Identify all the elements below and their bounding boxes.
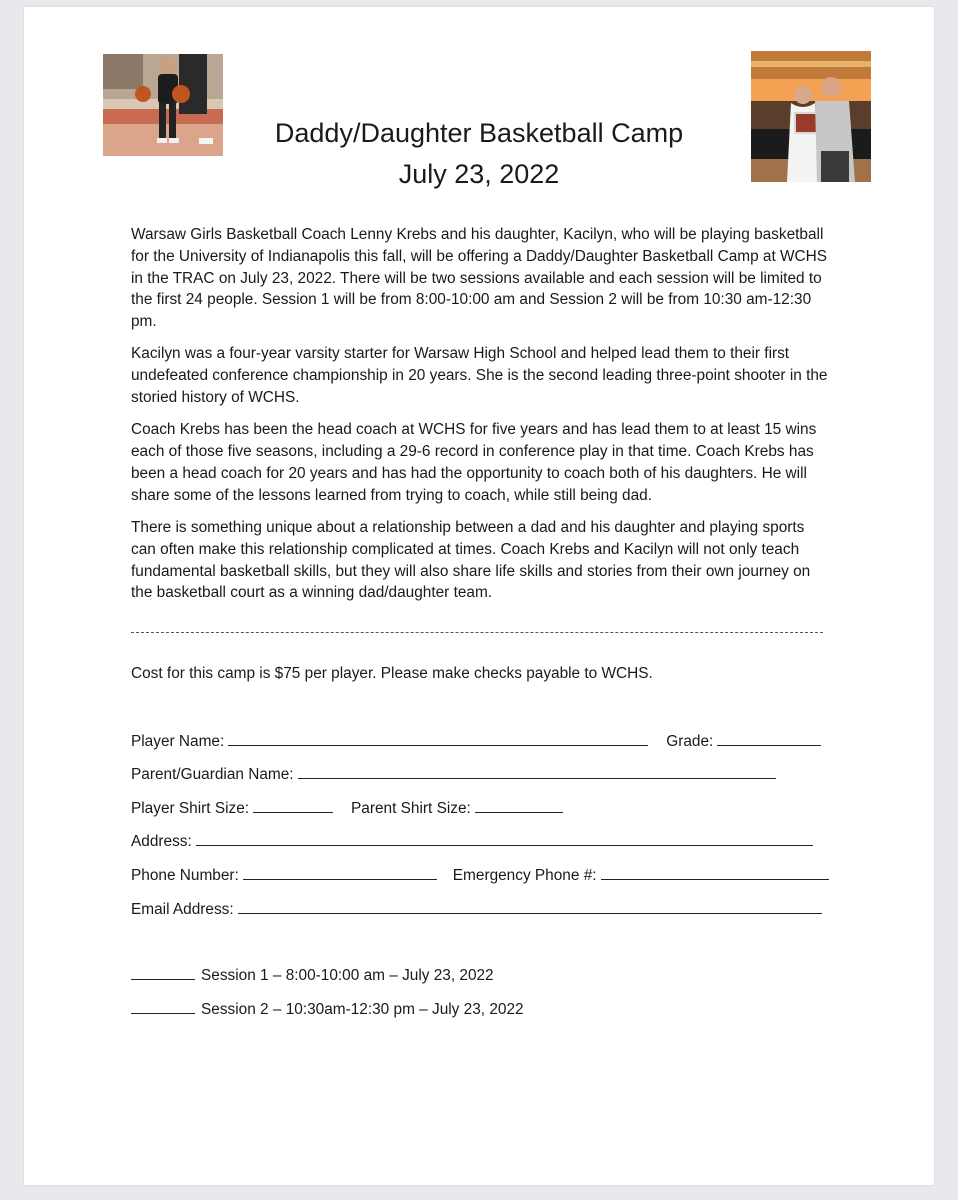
grade-label: Grade: [666,733,714,750]
parent-name-label: Parent/Guardian Name: [131,766,294,783]
player-shirt-field[interactable] [253,798,333,813]
paragraph-coach: Coach Krebs has been the head coach at WCHS for five years and has lead them to at least 15 wins each of those five seasons, including a 29-6 record in conference play in that time. Coach Krebs has been a head coach for 20 years and has had the opportunity to coach both of his daughters. He will share some of the lessons learned from trying to coach, while still being dad. [131,421,817,504]
cost-note: Cost for this camp is $75 per player. Please make checks payable to WCHS. [131,665,653,682]
address-row [131,831,813,852]
shirt-size-row [131,798,563,819]
phone-label: Phone Number: [131,867,239,884]
session-1-label: Session 1 – 8:00-10:00 am – July 23, 2022 [201,967,494,984]
paragraph-kacilyn: Kacilyn was a four-year varsity starter for Warsaw High School and helped lead them to their first undefeated conference championship in 20 years. She is the second leading three-point shooter in the storied history of WCHS. [131,345,828,407]
parent-shirt-label: Parent Shirt Size: [351,800,471,817]
session-1-checkbox[interactable] [131,965,195,980]
session-2-row [131,999,524,1020]
paragraph-relationship: There is something unique about a relationship between a dad and his daughter and playing sports can often make this relationship complicated at times. Coach Krebs and Kacilyn will not only teach fundamental basketball skills, but they will also share life skills and stories from their own journey on the basketball court as a winning dad/daughter team. [131,519,811,602]
grade-field[interactable] [717,731,821,746]
flyer-title: Daddy/Daughter Basketball Camp [274,118,684,148]
address-field[interactable] [196,831,813,846]
paragraph-intro: Warsaw Girls Basketball Coach Lenny Krebs and his daughter, Kacilyn, who will be playing basketball for the University of Indianapolis this fall, will be offering a Daddy/Daughter Basketball Camp at WCHS in the TRAC on July 23, 2022. There will be two sessions available and each session will be limited to the first 24 people. Session 1 will be from 8:00-10:00 am and Session 2 will be from 10:30 am-12:30 pm. [131,226,828,331]
player-name-field[interactable] [228,731,648,746]
emergency-phone-label: Emergency Phone #: [452,867,597,884]
parent-name-row [131,764,776,785]
description [131,224,831,615]
phone-row [131,865,829,886]
email-row [131,899,822,920]
player-name-row [131,731,821,752]
player-shirt-label: Player Shirt Size: [131,800,250,817]
parent-name-field[interactable] [298,764,776,779]
flyer-date: July 23, 2022 [398,159,560,189]
email-label: Email Address: [131,901,234,918]
player-name-label: Player Name: [131,733,225,750]
session-2-checkbox[interactable] [131,999,195,1014]
address-label: Address: [131,833,192,850]
phone-field[interactable] [243,865,437,880]
cut-line-divider [131,632,823,633]
parent-shirt-field[interactable] [475,798,563,813]
emergency-phone-field[interactable] [601,865,829,880]
session-1-row [131,965,494,986]
session-2-label: Session 2 – 10:30am-12:30 pm – July 23, 2022 [201,1001,524,1018]
flyer-page [24,7,934,1185]
email-field[interactable] [238,899,822,914]
